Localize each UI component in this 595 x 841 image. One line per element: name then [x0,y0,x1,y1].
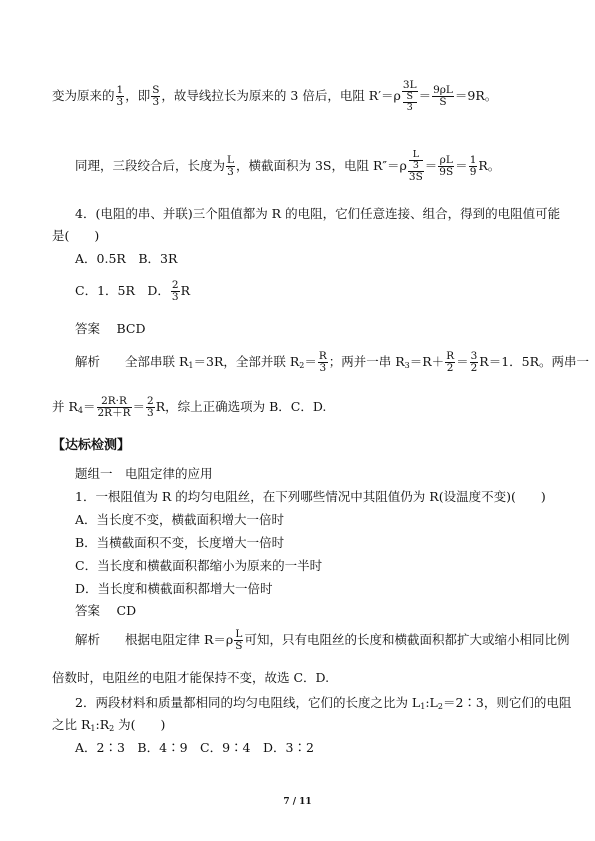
text: ＝9R。 [454,88,498,103]
text: ；两并一串 R [328,354,405,369]
text: 根据电阻定律 R＝ρ [125,632,234,647]
q1-option-c: C．当长度和横截面积都缩小为原来的一半时 [75,558,323,573]
answer-value: CD [116,603,137,618]
q2-stem-line-1 [75,695,571,714]
q1-explanation-line-1 [75,629,569,652]
explanation-label: 解析 [75,632,101,647]
text: ＝ [82,399,96,414]
subscript: 4 [77,406,83,415]
subscript: 2 [109,724,115,733]
solution-line-2 [75,150,500,183]
text: ＝ [424,158,438,173]
fraction: $\frac{2}{3}$ [171,279,179,303]
text: ＝ [456,354,469,369]
fraction: $\frac{9\rho L}{S}$ [433,84,453,108]
q4-options-ab: A．0.5R B．3R [75,251,178,266]
text: R＝1．5R。两串一 [479,354,590,369]
answer-label: 答案 [75,603,101,618]
q4-explanation-line-2 [52,396,326,419]
q1-option-b: B．当横截面积不变，长度增大一倍时 [75,535,285,550]
text: ，故导线拉长为原来的 3 倍后，电阻 R′＝ρ [161,88,401,103]
fraction: $\frac{3}{2}$ [470,350,478,374]
text: ，即 [125,88,151,103]
fraction: $\frac{S}{3}$ [152,84,160,108]
text: ，横截面积为 3S，电阻 R″＝ρ [236,158,407,173]
q1-explanation-line-2: 倍数时，电阻丝的电阻才能保持不变，故选 C．D. [52,670,330,685]
q2-options: A．2∶3 B．4∶9 C．9∶4 D．3∶2 [75,740,314,755]
text: :R [95,717,110,732]
fraction: $\frac{1}{3}$ [116,84,124,108]
text: 可知，只有电阻丝的长度和横截面积都扩大或缩小相同比例 [244,632,570,647]
q1-stem: 1．一根阻值为 R 的均匀电阻丝，在下列哪些情况中其阻值仍为 R(设温度不变)( ) [75,489,546,504]
text: ＝ [418,88,432,103]
explanation-label: 解析 [75,354,101,369]
text: R [180,283,191,298]
text: R，综上正确选项为 B．C．D. [155,399,327,414]
q4-answer [75,321,146,336]
text: 之比 R [52,717,91,732]
text: ＝2∶3，则它们的电阻 [442,695,572,710]
q1-answer [75,603,136,618]
text: ＝3R，全部并联 R [193,354,300,369]
q1-option-a: A．当长度不变，横截面积增大一倍时 [75,512,285,527]
q4-options-cd [75,280,190,303]
section-title: 【达标检测】 [52,438,131,453]
page-number: 7 / 11 [283,797,312,807]
subscript: 2 [437,702,443,711]
text: C．1．5R D． [75,283,170,298]
subscript: 2 [299,361,305,370]
text: ＝ [132,399,146,414]
answer-label: 答案 [75,321,101,336]
subscript: 1 [90,724,96,733]
group-title: 题组一 电阻定律的应用 [75,466,213,481]
compound-fraction: L 3 3S [408,149,423,183]
fraction: $\frac{L}{S}$ [235,628,243,652]
text: 全部串联 R [125,354,189,369]
q4-stem-line-1: 4．(电阻的串、并联)三个阻值都为 R 的电阻，它们任意连接、组合，得到的电阻值可能 [75,206,561,221]
text: 2．两段材料和质量都相同的均匀电阻线，它们的长度之比为 L [75,695,421,710]
text: 并 R [52,399,78,414]
text: 变为原来的 [52,88,115,103]
answer-value: BCD [116,321,146,336]
subscript: 3 [404,361,410,370]
fraction: $\frac{2R\cdot R}{2R+R}$ [97,395,131,419]
text: ＝ [455,158,468,173]
text: ＝ [304,354,317,369]
text: 同理，三段绞合后，长度为 [75,158,226,173]
subscript: 1 [420,702,426,711]
compound-fraction: 3L S 3 [402,79,417,113]
text: 为( ) [114,717,166,732]
q4-explanation-line-1 [75,351,589,374]
fraction: $\frac{2}{3}$ [147,395,154,419]
fraction: $\frac{L}{3}$ [227,154,234,178]
q2-stem-line-2 [52,717,165,736]
fraction: $\frac{R}{3}$ [318,350,327,374]
text: ＝R＋ [409,354,445,369]
subscript: 1 [188,361,194,370]
fraction: $\frac{1}{9}$ [469,154,477,178]
q1-option-d: D．当长度和横截面积都增大一倍时 [75,581,273,596]
q4-stem-line-2: 是( ) [52,228,100,243]
fraction: $\frac{\rho L}{9S}$ [439,154,454,178]
solution-line-1 [52,80,497,113]
fraction: $\frac{R}{2}$ [446,350,455,374]
text: :L [425,695,438,710]
text: R。 [478,158,501,173]
